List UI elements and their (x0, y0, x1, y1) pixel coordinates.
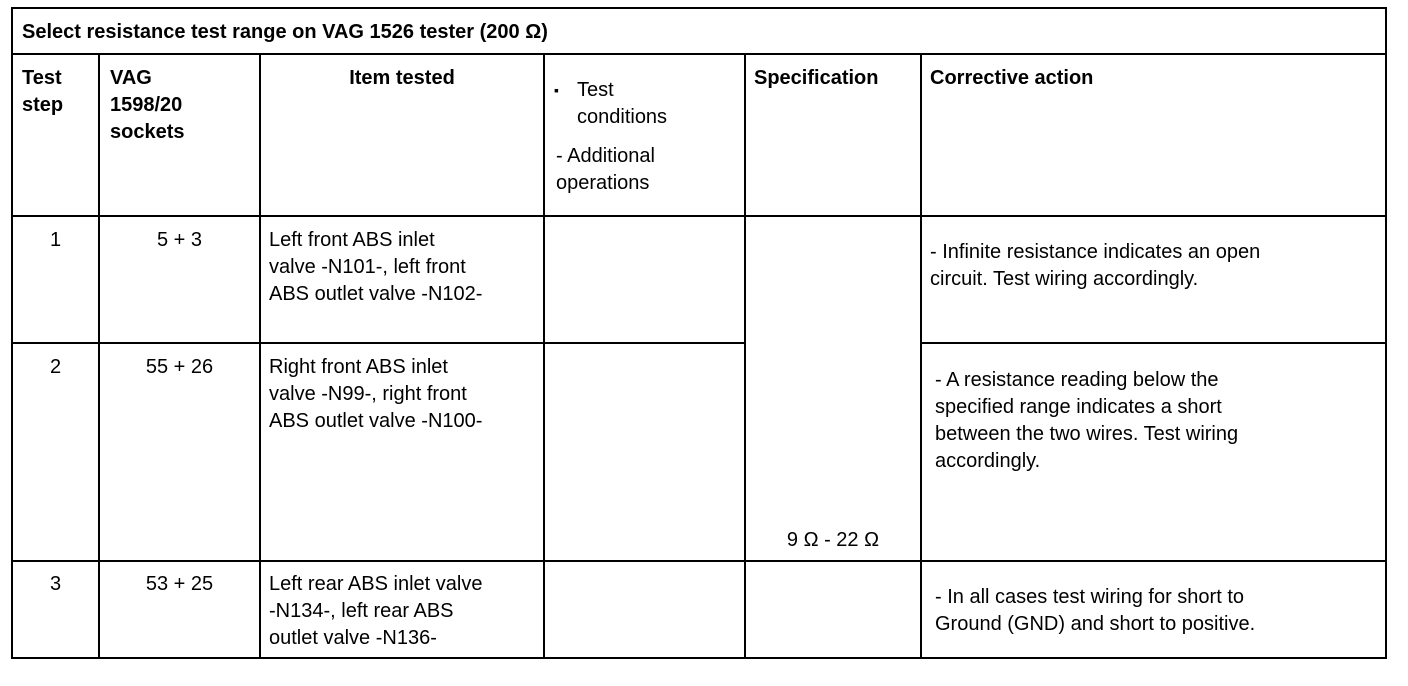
bullet-icon: ▪ (554, 82, 559, 98)
header-additional-operations: - Additional operations (556, 145, 655, 194)
conditions-bullet-item (545, 77, 744, 131)
row-divider (13, 560, 1385, 562)
row1-action: - Infinite resistance indicates an open circuit. Test wiring accordingly. (930, 241, 1261, 290)
test-table (11, 7, 1387, 659)
header-item-tested: Item tested (349, 67, 455, 89)
row3-step: 3 (49, 573, 62, 595)
row3-action: - In all cases test wiring for short to Ground (GND) and short to positive. (935, 586, 1256, 635)
row-divider (13, 342, 1385, 344)
col-divider (920, 53, 922, 659)
header-sockets: VAG 1598/20 sockets (110, 67, 185, 143)
header-corrective-action: Corrective action (930, 67, 1094, 89)
row-divider (13, 215, 1385, 217)
row1-item: Left front ABS inlet valve -N101-, left front ABS outlet valve -N102- (269, 229, 483, 305)
spec-merge-cover (746, 342, 920, 344)
col-divider (744, 53, 746, 659)
row2-action: - A resistance reading below the specified range indicates a short between the two wires. Test wiring accordingly. (935, 369, 1239, 472)
row2-step: 2 (49, 356, 62, 378)
header-conditions (545, 77, 744, 197)
row2-item: Right front ABS inlet valve -N99-, right front ABS outlet valve -N100- (269, 356, 483, 432)
row2-sockets: 55 + 26 (145, 356, 214, 378)
table-title: Select resistance test range on VAG 1526 tester (200 Ω) (13, 9, 1385, 55)
header-specification: Specification (754, 67, 879, 89)
specification-value: 9 Ω - 22 Ω (786, 529, 880, 551)
row1-sockets: 5 + 3 (156, 229, 203, 251)
row1-step: 1 (49, 229, 62, 251)
row3-item: Left rear ABS inlet valve -N134-, left rear ABS outlet valve -N136- (269, 573, 483, 649)
header-test-step: Test step (22, 67, 64, 116)
header-test-conditions: Test conditions (577, 79, 668, 128)
col-divider (259, 53, 261, 659)
row3-sockets: 53 + 25 (145, 573, 214, 595)
